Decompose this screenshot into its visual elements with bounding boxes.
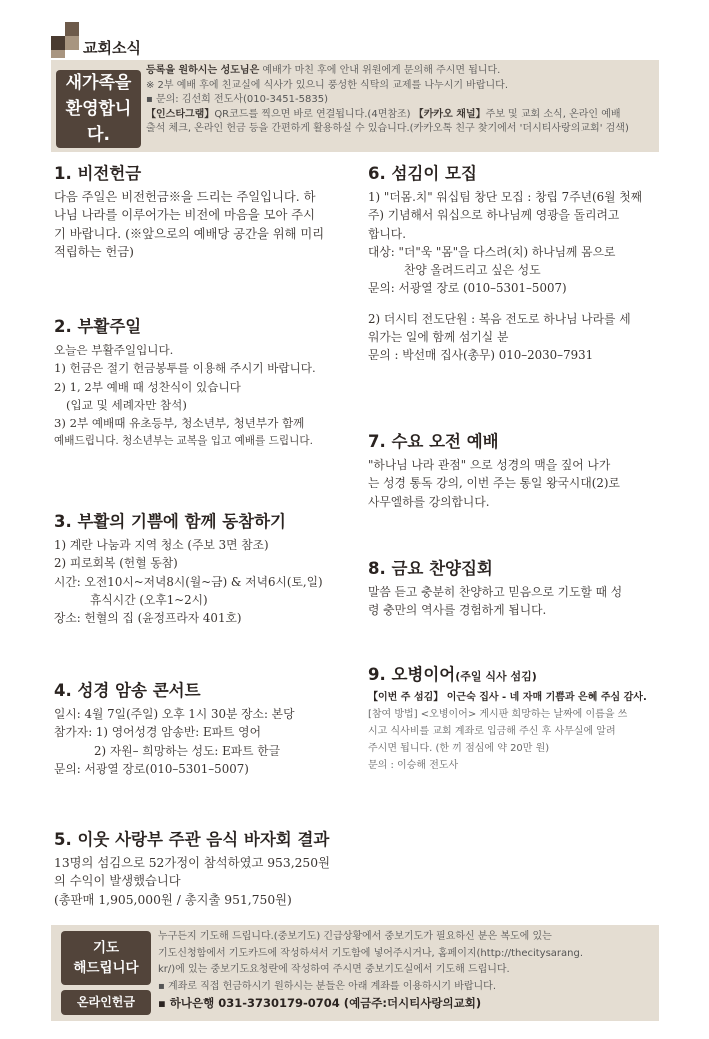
welcome-badge-line1: 새가족을 [65, 73, 132, 93]
welcome-text [146, 64, 656, 137]
text-line: 령 충만의 역사를 경험하게 됩니다. [368, 603, 547, 618]
section-body [54, 536, 354, 627]
welcome-line1 [146, 64, 656, 79]
section-body-2 [368, 310, 658, 365]
prayer-offering-text [158, 929, 656, 1012]
text-line: (총판매 1,905,000원 / 총지출 951,750원) [54, 892, 292, 907]
text-line: "하나님 나라 관점" 으로 성경의 맥을 짚어 나가 [368, 458, 611, 472]
section-easter-joy [54, 508, 354, 627]
welcome-line4 [146, 108, 656, 123]
text-line: 기도신청함에서 기도카드에 작성하셔서 기도함에 넣어주시거나, 홈페이지(http://thecitysarang. [158, 947, 584, 959]
text-line: kr/)에 있는 중보기도요청란에 작성하여 주시면 중보기도실에서 기도해 드립니다. [158, 964, 510, 975]
section-body [54, 341, 354, 451]
text-line: 【이번 주 섬김】 이근숙 집사 - 네 자매 기쁨과 은혜 주심 감사. [368, 692, 647, 703]
text-line: ▪ 계좌로 직접 헌금하시기 원하시는 분들은 아래 계좌를 이용하시기 바랍니다. [158, 980, 497, 992]
instagram-label: 【인스타그램】 [146, 108, 215, 120]
text-line: 누구든지 기도해 드립니다.(중보기도) 긴급상황에서 중보기도가 필요하신 분은 복도에 있는 [158, 931, 552, 942]
section-title: 8. 금요 찬양집회 [368, 559, 493, 578]
welcome-line1-bold: 등록을 원하시는 성도님은 [146, 65, 260, 76]
text-line: 시간: 오전10시~저녁8시(월~금) & 저녁6시(토,일) [54, 574, 323, 589]
header-decor-square [51, 36, 65, 50]
text-line: 주) 기념해서 워십으로 하나님께 영광을 돌리려고 [368, 208, 620, 223]
welcome-line4-mid: QR코드를 찍으면 바로 연결됩니다.(4면참조) [214, 108, 414, 120]
text-line: 대상: "더"욱 "몸"을 다스려(치) 하나님께 몸으로 [368, 244, 616, 259]
prayer-badge-line1: 기도 [92, 940, 120, 956]
text-line: 예배드립니다. 청소년부는 교복을 입고 예배를 드립니다. [54, 435, 313, 448]
text-line: 말씀 듣고 충분히 찬양하고 믿음으로 기도할 때 성 [368, 585, 623, 599]
kakao-label: 【카카오 채널】 [413, 108, 486, 120]
section-volunteer-recruit [368, 160, 658, 365]
text-line: 문의: 서광열 장로 (010–5301–5007) [368, 281, 567, 296]
section-bazaar-result [54, 826, 364, 909]
section-body [54, 705, 354, 778]
text-line: (입교 및 세례자만 참석) [66, 397, 187, 412]
text-line: 휴식시간 (오후1~2시) [90, 592, 208, 607]
text-line: 13명의 섬김으로 52가정이 참석하였고 953,250원 [54, 856, 330, 870]
section-title: 1. 비전헌금 [54, 164, 142, 183]
text-line: 2) 자원– 희망하는 성도: E파트 한글 [94, 743, 281, 758]
section-body [368, 188, 658, 298]
section-body [368, 583, 658, 620]
text-line: 참가자: 1) 영어성경 암송반: E파트 영어 [54, 725, 261, 740]
header-decor-square [65, 22, 79, 36]
text-line: 일시: 4월 7일(주일) 오후 1시 30분 장소: 본당 [54, 707, 295, 721]
online-offering-badge: 온라인헌금 [61, 990, 151, 1015]
welcome-badge-line2: 환영합니다. [65, 99, 132, 145]
welcome-line4-rest: 주보 및 교회 소식, 온라인 예배 [485, 108, 621, 120]
text-line: 2) 더시티 전도단원 : 복음 전도로 하나님 나라를 세 [368, 311, 631, 326]
section-title-sub: (주일 식사 섬김) [455, 670, 537, 683]
section-wednesday-service [368, 428, 658, 511]
prayer-badge [61, 931, 151, 985]
text-line: [참여 방법] <오병이어> 게시판 희망하는 날짜에 이름을 쓰 [368, 709, 628, 720]
section-title: 3. 부활의 기쁨에 함께 동참하기 [54, 512, 286, 531]
section-title: 7. 수요 오전 예배 [368, 432, 499, 451]
text-line: 1) 계란 나눔과 지역 청소 (주보 3면 참조) [54, 538, 269, 552]
text-line: 워가는 일에 함께 섬기실 분 [368, 330, 509, 345]
text-line: 의 수익이 발생했습니다 [54, 874, 181, 889]
prayer-badge-line2: 해드립니다 [73, 960, 139, 976]
welcome-line3: ▪ 문의: 김선희 전도사(010-3451-5835) [146, 94, 328, 105]
section-body [368, 689, 658, 774]
text-line: 합니다. [368, 226, 406, 241]
text-line: 사무엘하를 강의합니다. [368, 494, 490, 509]
text-line: 적립하는 헌금) [54, 244, 134, 259]
bank-account: ▪ 하나은행 031-3730179-0704 (예금주:더시티사랑의교회) [158, 996, 482, 1010]
text-line: 나님 나라를 이루어가는 비전에 마음을 모아 주시 [54, 208, 316, 223]
header-decor-square [51, 50, 65, 58]
section-title: 2. 부활주일 [54, 317, 142, 336]
section-body [54, 188, 354, 261]
section-title-text: 9. 오병이어 [368, 665, 456, 684]
welcome-badge [56, 70, 141, 148]
section-five-loaves [368, 661, 658, 774]
text-line: 3) 2부 예배때 유초등부, 청소년부, 청년부가 함께 [54, 416, 305, 431]
section-easter-sunday [54, 313, 354, 451]
section-title: 6. 섬김이 모집 [368, 164, 477, 183]
text-line: 문의 : 박선매 집사(총무) 010–2030–7931 [368, 348, 594, 363]
section-vision-offering [54, 160, 354, 261]
section-title: 5. 이웃 사랑부 주관 음식 바자회 결과 [54, 830, 330, 849]
welcome-line2: ※ 2부 예배 후에 친교실에 식사가 있으니 풍성한 식탁의 교제를 나누시기 바랍니다. [146, 79, 509, 91]
page-title: 교회소식 [83, 39, 141, 57]
text-line: 는 성경 통독 강의, 이번 주는 통일 왕국시대(2)로 [368, 476, 620, 491]
text-line: 문의: 서광열 장로(010–5301–5007) [54, 761, 249, 776]
section-title [368, 661, 658, 685]
text-line: 2) 1, 2부 예배 때 성찬식이 있습니다 [54, 379, 241, 394]
section-bible-concert [54, 677, 354, 778]
section-friday-worship [368, 555, 658, 620]
welcome-line5: 출석 체크, 온라인 헌금 등을 간편하게 활용하실 수 있습니다.(카카오톡 친구 찾기에서 '더시티사랑의교회' 검색) [146, 123, 629, 134]
text-line: 시고 식사비를 교회 계좌로 입금해 주신 후 사무실에 알려 [368, 726, 616, 737]
text-line: 장소: 헌혈의 집 (윤정프라자 401호) [54, 611, 242, 626]
text-line: 문의 : 이승해 전도사 [368, 760, 459, 771]
text-line: 2) 피로회복 (헌혈 동참) [54, 556, 178, 571]
text-line: 기 바랍니다. (※앞으로의 예배당 공간을 위해 미리 [54, 226, 325, 241]
section-title: 4. 성경 암송 콘서트 [54, 681, 201, 700]
header-decor-square [65, 36, 79, 50]
section-body [54, 854, 364, 909]
welcome-line1-rest: 예배가 마친 후에 안내 위원에게 문의해 주시면 됩니다. [259, 65, 501, 76]
text-line: 오늘은 부활주일입니다. [54, 343, 174, 357]
text-line: 1) 헌금은 절기 헌금봉투를 이용해 주시기 바랍니다. [54, 361, 316, 376]
text-line: 1) "더몸.치" 워십팀 창단 모집 : 창립 7주년(6월 첫째 [368, 190, 643, 204]
section-body [368, 456, 658, 511]
text-line: 찬양 올려드리고 싶은 성도 [404, 263, 541, 278]
text-line: 다음 주일은 비전헌금※을 드리는 주일입니다. 하 [54, 190, 316, 204]
text-line: 주시면 됩니다. (한 끼 점심에 약 20만 원) [368, 743, 550, 754]
